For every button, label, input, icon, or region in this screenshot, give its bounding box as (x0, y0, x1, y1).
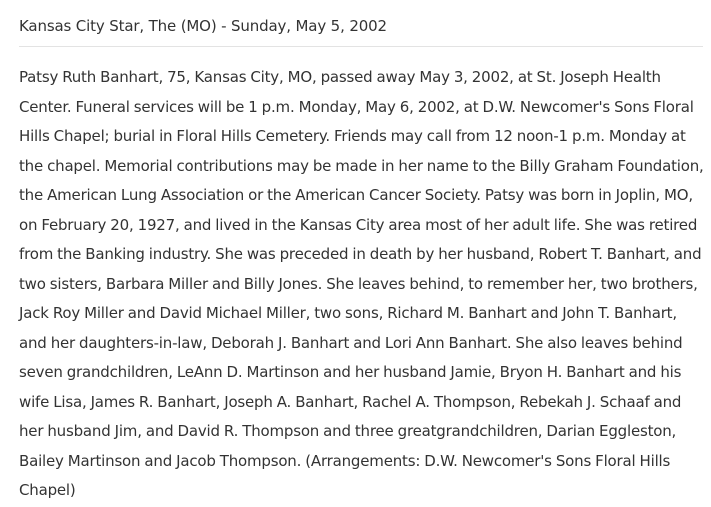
obituary-line: on February 20, 1927, and lived in the Kansas City area most of her adult life. She was retired (19, 215, 698, 234)
obituary-line: Patsy Ruth Banhart, 75, Kansas City, MO, passed away May 3, 2002, at St. Joseph Health (19, 68, 661, 86)
obituary-line: her husband Jim, and David R. Thompson and three greatgrandchildren, Darian Eggleston, (19, 422, 677, 440)
obituary-line: wife Lisa, James R. Banhart, Joseph A. Banhart, Rachel A. Thompson, Rebekah J. Schaaf and (19, 392, 682, 411)
obituary-line: Bailey Martinson and Jacob Thompson. (Arrangements: D.W. Newcomer's Sons Floral Hills (19, 451, 671, 470)
obituary-line: Chapel) (19, 481, 76, 499)
header-divider (19, 46, 703, 47)
obituary-line: Jack Roy Miller and David Michael Miller, two sons, Richard M. Banhart and John T. Banhart, (19, 304, 677, 322)
publication-header: Kansas City Star, The (MO) - Sunday, May 5, 2002 (19, 17, 387, 35)
obituary-line: Center. Funeral services will be 1 p.m. Monday, May 6, 2002, at D.W. Newcomer's Sons Floral (19, 97, 694, 116)
obituary-line: Hills Chapel; burial in Floral Hills Cemetery. Friends may call from 12 noon-1 p.m. Monday at (19, 127, 686, 145)
obituary-line: seven grandchildren, LeAnn D. Martinson and her husband Jamie, Bryon H. Banhart and his (19, 363, 682, 381)
obituary-text (19, 63, 707, 506)
obituary-line: two sisters, Barbara Miller and Billy Jones. She leaves behind, to remember her, two brothers, (19, 274, 698, 293)
obituary-line: and her daughters-in-law, Deborah J. Banhart and Lori Ann Banhart. She also leaves behind (19, 333, 683, 352)
obituary-line: the chapel. Memorial contributions may be made in her name to the Billy Graham Foundation, (19, 156, 704, 175)
obituary-line: from the Banking industry. She was preceded in death by her husband, Robert T. Banhart, and (19, 245, 702, 263)
obituary-line: the American Lung Association or the American Cancer Society. Patsy was born in Joplin, MO, (19, 186, 693, 204)
